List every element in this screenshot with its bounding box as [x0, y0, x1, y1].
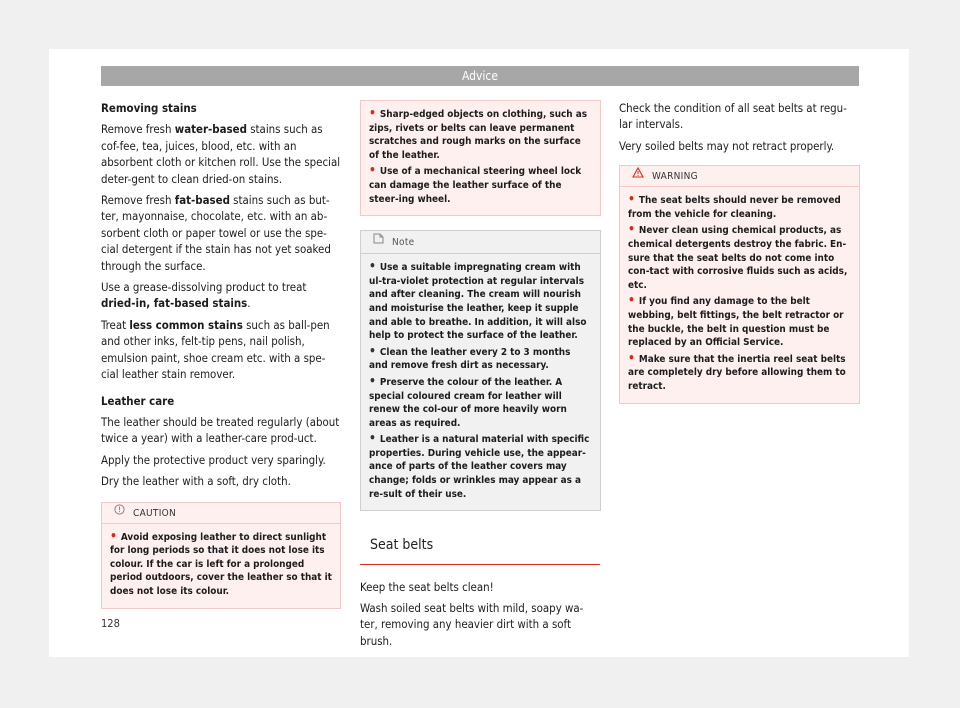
warning-icon [632, 166, 644, 186]
paragraph: Remove fresh fat-based stains such as but-ter, mayonnaise, chocolate, etc. with an ab-sorbent cloth or paper towel or use the spe-cial detergent if the stain has not yet soaked through the surface. [101, 193, 331, 273]
paragraph: Very soiled belts may not retract properly. [619, 138, 835, 153]
caution-box-continued [360, 100, 601, 216]
caution-item: • Avoid exposing leather to direct sunlight for long periods so that it does not lose its colour. If the car is left for a prolonged period outdoors, cover the leather so that it does not lose its colour. [110, 530, 332, 599]
paragraph: Wash soiled seat belts with mild, soapy wa-ter, removing any heavier dirt with a soft brush. [360, 601, 584, 648]
paragraph: Treat less common stains such as ball-pen and other inks, felt-tip pens, nail polish, emulsion paint, shoe cream etc. with a spe-cial leather stain remover. [101, 317, 330, 382]
paragraph: Apply the protective product very sparingly. [101, 452, 326, 467]
leather-care-title: Leather care [101, 393, 175, 408]
warning-item: • Make sure that the inertia reel seat belts are completely dry before allowing them to retract. [628, 352, 851, 394]
paragraph: Use a grease-dissolving product to treat dried-in, fat-based stains. [101, 280, 307, 311]
warning-label: WARNING [652, 171, 698, 183]
warning-item: • Never clean using chemical products, as chemical detergents destroy the fabric. En-sure that the seat belts do not come into con-tact with corrosive fluids such as acids, etc. [628, 223, 851, 292]
note-label: Note [392, 237, 415, 249]
note-item: • Clean the leather every 2 to 3 months and remove fresh dirt as necessary. [369, 345, 592, 373]
paragraph: The leather should be treated regularly (about twice a year) with a leather-care prod-uct. [101, 414, 340, 446]
column-3 [619, 100, 860, 404]
paragraph: Remove fresh water-based stains such as cof-fee, tea, juices, blood, etc. with an absorbent cloth or kitchen roll. Use the special deter-gent to clean dried-on stains. [101, 122, 341, 186]
caution-box [101, 502, 341, 609]
note-box [360, 230, 601, 511]
column-1 [101, 100, 341, 609]
page-number: 128 [101, 617, 120, 630]
note-item: • Use a suitable impregnating cream with ul-tra-violet protection at regular intervals and after cleaning. The cream will nourish and moisturise the leather, keep it supple and able to breathe. In addition, it will also help to protect the surface of the leather. [369, 260, 592, 343]
note-item: • Leather is a natural material with specific properties. During vehicle use, the appear-ance of parts of the leather covers may change; folds or wrinkles may appear as a re-sult of their use. [369, 432, 592, 501]
caution-item: • Use of a mechanical steering wheel lock can damage the leather surface of the steer-ing wheel. [369, 164, 592, 206]
removing-stains-title: Removing stains [101, 101, 197, 115]
paragraph: Check the condition of all seat belts at regu-lar intervals. [619, 101, 847, 132]
note-icon [373, 231, 384, 253]
warning-box [619, 165, 860, 403]
warning-item: • If you find any damage to the belt webbing, belt fittings, the belt retractor or the buckle, the belt in question must be replaced by an Official Service. [628, 294, 851, 349]
caution-item: • Sharp-edged objects on clothing, such as zips, rivets or belts can leave permanent scratches and rough marks on the surface of the leather. [369, 107, 592, 162]
column-2 [360, 100, 601, 654]
warning-item: • The seat belts should never be removed from the vehicle for cleaning. [628, 193, 851, 221]
paragraph: Keep the seat belts clean! [360, 579, 494, 594]
paragraph: Dry the leather with a soft, dry cloth. [101, 474, 291, 489]
caution-icon [114, 503, 125, 523]
note-item: • Preserve the colour of the leather. A special coloured cream for leather will renew the col-our of more heavily worn areas as required. [369, 375, 592, 430]
seat-belts-title: Seat belts [360, 537, 600, 564]
section-header: Advice [101, 66, 859, 86]
caution-label: CAUTION [133, 507, 177, 519]
